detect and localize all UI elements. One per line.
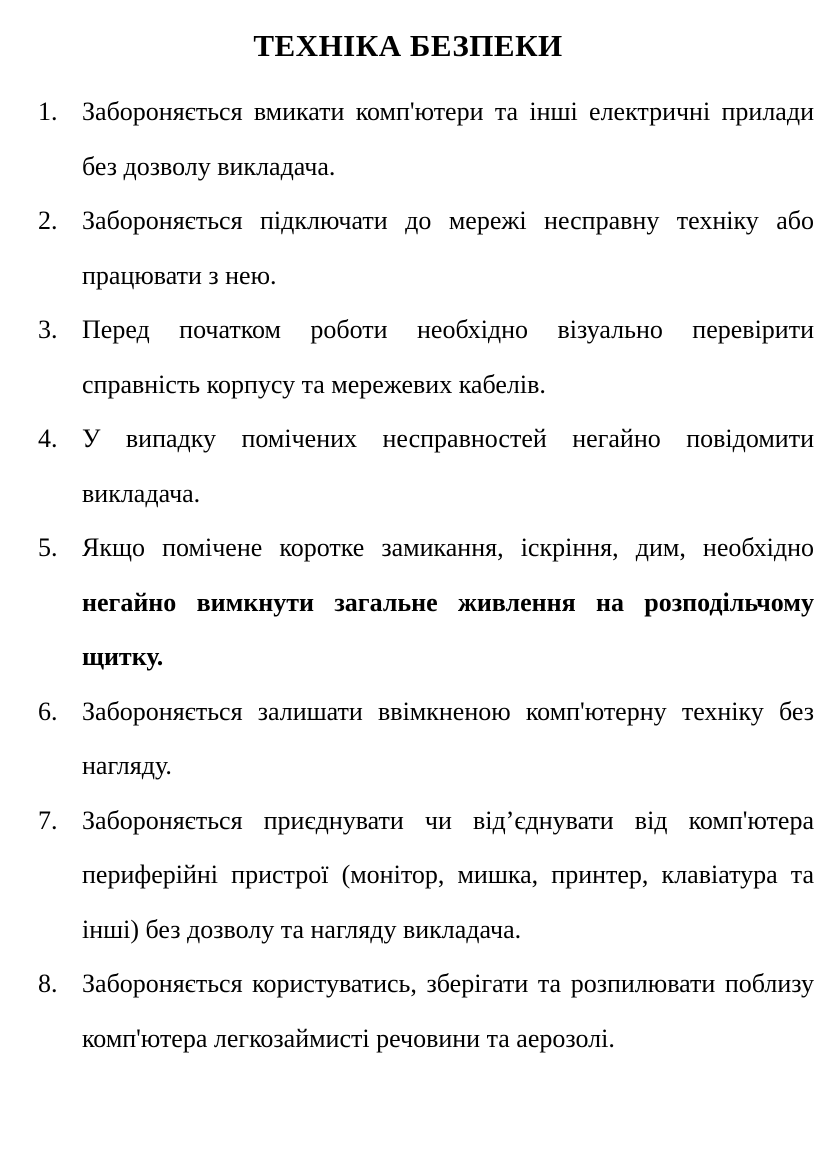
rule-item-8 — [0, 957, 816, 1066]
rule-item-2 — [0, 194, 816, 303]
rule-text: Забороняється підключати до мережі несправну техніку або працювати з нею. — [82, 206, 814, 290]
rule-number: 4. — [38, 424, 58, 453]
rule-text: Забороняється приєднувати чи від’єднувати від комп'ютера периферійні пристрої (монітор, мишка, принтер, клавіатура та інші) без дозволу та нагляду викладача. — [82, 805, 814, 944]
rule-number: 3. — [38, 315, 58, 344]
rule-item-7 — [0, 794, 816, 958]
rule-item-4 — [0, 412, 816, 521]
rule-number: 8. — [38, 969, 58, 998]
rule-number: 7. — [38, 805, 58, 835]
rule-text: Забороняється вмикати комп'ютери та інші електричні прилади без дозволу викладача. — [82, 97, 814, 181]
rule-item-1 — [0, 85, 816, 194]
rule-text: Забороняється користуватись, зберігати та розпилювати поблизу комп'ютера легкозаймисті речовини та аерозолі. — [82, 969, 814, 1053]
rule-item-6 — [0, 685, 816, 794]
page-title: ТЕХНІКА БЕЗПЕКИ — [253, 28, 563, 63]
rule-number: 5. — [38, 533, 58, 562]
rule-text: Перед початком роботи необхідно візуально перевірити справність корпусу та мережевих кабелів. — [82, 315, 814, 399]
rule-item-5 — [0, 521, 816, 685]
safety-rules-list — [0, 85, 816, 1066]
rule-number: 1. — [38, 97, 58, 126]
rule-number: 2. — [38, 206, 58, 235]
rule-text: Якщо помічене коротке замикання, іскріння, дим, необхідно — [82, 533, 814, 562]
rule-number: 6. — [38, 696, 58, 726]
rule-text: Забороняється залишати ввімкненою комп'ютерну техніку без нагляду. — [82, 696, 814, 780]
rule-text: У випадку помічених несправностей негайно повідомити викладача. — [82, 424, 814, 508]
rule-text-emphasis: негайно вимкнути загальне живлення на розподільчому щитку. — [82, 587, 814, 671]
rule-item-3 — [0, 303, 816, 412]
